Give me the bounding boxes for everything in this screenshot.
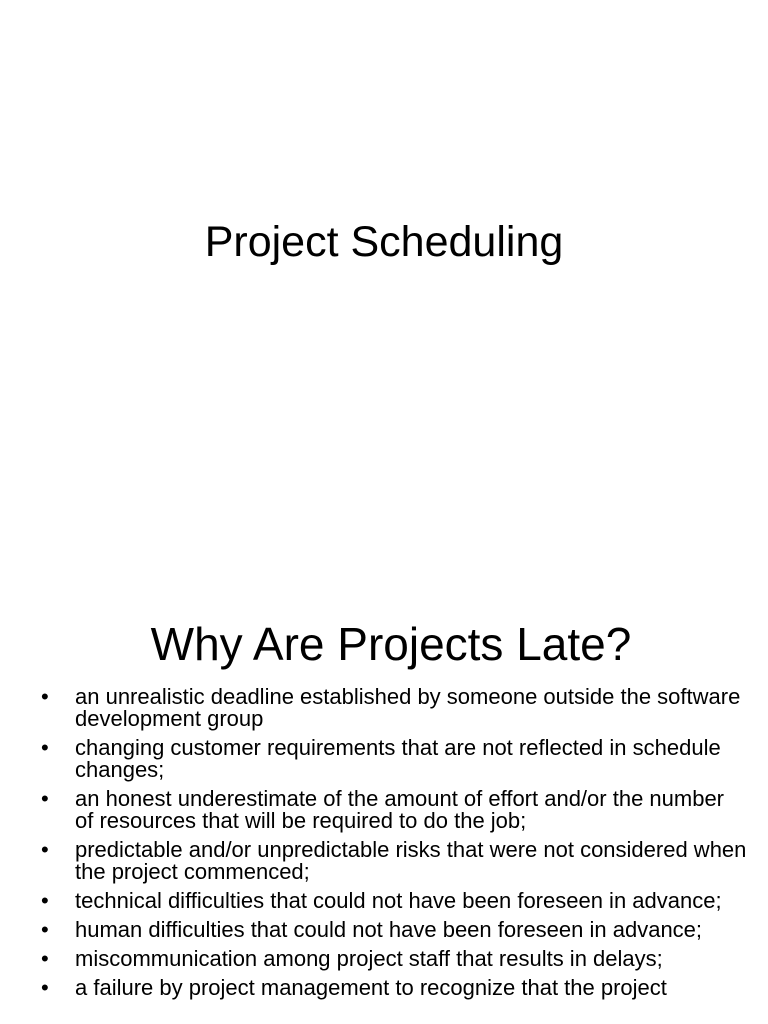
bullet-text: changing customer requirements that are not reflected in schedule changes; — [75, 735, 721, 782]
list-item — [0, 737, 768, 781]
bullet-text: technical difficulties that could not have been foreseen in advance; — [75, 888, 722, 913]
list-item — [0, 890, 768, 912]
list-item — [0, 948, 768, 970]
list-item — [0, 919, 768, 941]
bullet-text: predictable and/or unpredictable risks that were not considered when the project commenced; — [75, 837, 747, 884]
bullet-icon: • — [41, 888, 49, 913]
bullet-icon: • — [41, 786, 49, 811]
slide-title: Project Scheduling — [204, 218, 564, 266]
slide-title: Why Are Projects Late? — [150, 618, 632, 670]
bullet-text: miscommunication among project staff that results in delays; — [75, 946, 663, 971]
bullet-text: an honest underestimate of the amount of effort and/or the number of resources that will be required to do the job; — [75, 786, 725, 833]
bullet-icon: • — [41, 735, 49, 760]
list-item — [0, 839, 768, 883]
bullet-text: a failure by project management to recognize that the project — [75, 975, 667, 1000]
bullet-icon: • — [41, 837, 49, 862]
bullet-text: human difficulties that could not have been foreseen in advance; — [75, 917, 703, 942]
bullet-icon: • — [41, 975, 49, 1000]
bullet-text: an unrealistic deadline established by someone outside the software development group — [75, 684, 741, 731]
bullet-list — [0, 686, 768, 1006]
list-item — [0, 788, 768, 832]
bullet-icon: • — [41, 684, 49, 709]
bullet-icon: • — [41, 946, 49, 971]
bullet-icon: • — [41, 917, 49, 942]
list-item — [0, 977, 768, 999]
slide-why-projects-late — [0, 576, 768, 1024]
list-item — [0, 686, 768, 730]
